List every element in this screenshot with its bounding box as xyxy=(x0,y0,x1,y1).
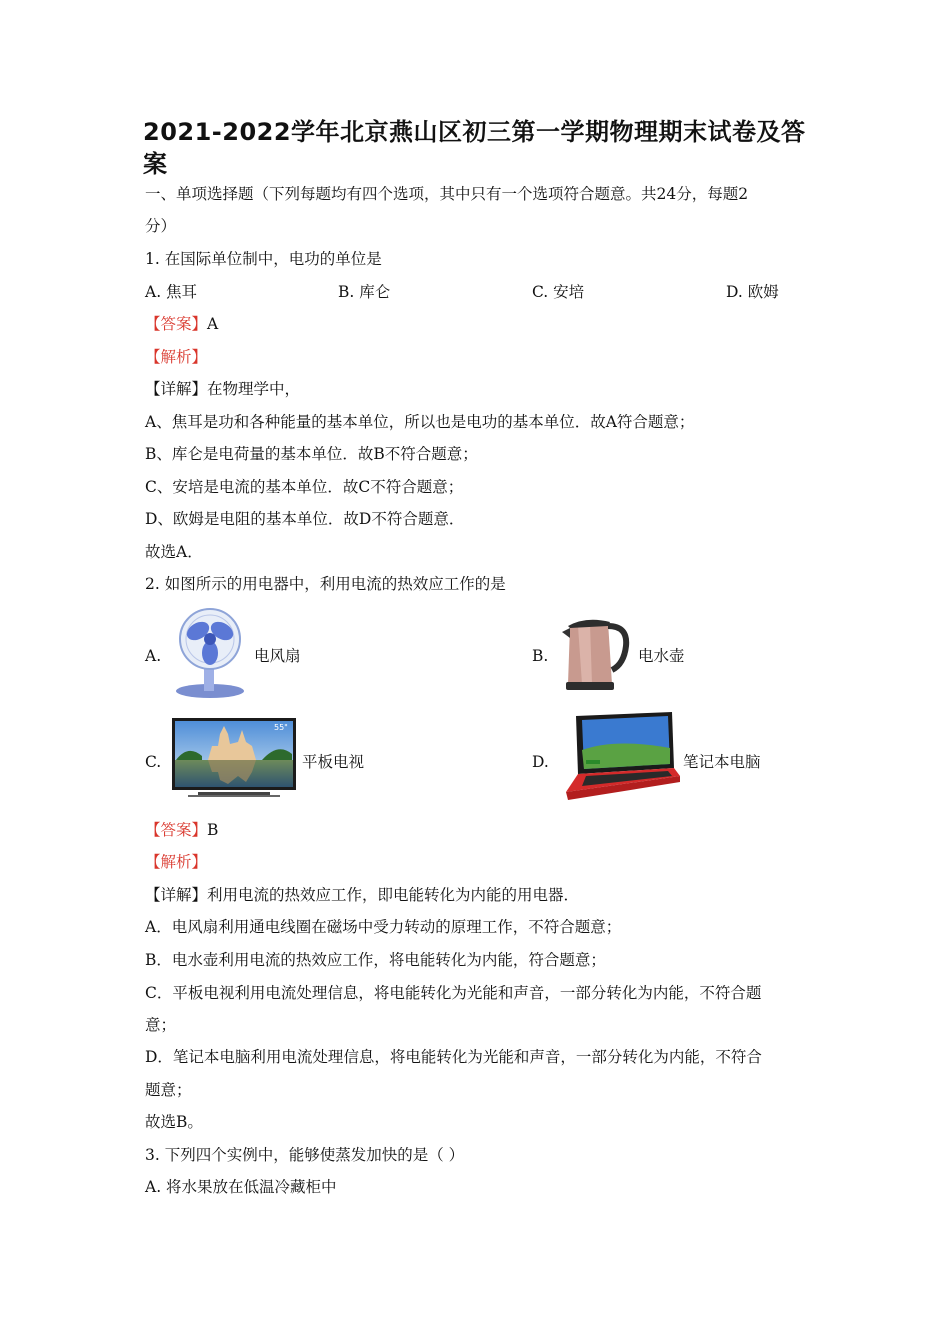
q2-stem: 2. 如图所示的用电器中，利用电流的热效应工作的是 xyxy=(145,575,506,593)
q1-analysis-tag: 【解析】 xyxy=(145,348,208,366)
q1-detail xyxy=(145,378,300,400)
section-heading-line-1: 一、单项选择题（下列每题均有四个选项，其中只有一个选项符合题意。共24分，每题2 xyxy=(145,185,749,203)
answer-value: A xyxy=(207,315,219,333)
tv-size-badge: 55" xyxy=(274,723,288,732)
q1-answer xyxy=(145,313,218,335)
q2-detail-line: A．电风扇利用通电线圈在磁场中受力转动的原理工作，不符合题意； xyxy=(145,918,622,936)
q2-analysis-tag: 【解析】 xyxy=(145,853,208,871)
q1-detail-line: C、安培是电流的基本单位．故C不符合题意； xyxy=(145,478,464,496)
q2-option-a-label: 电风扇 xyxy=(254,647,301,665)
q1-option-a: A. 焦耳 xyxy=(145,283,198,301)
q2-detail-line: 意； xyxy=(145,1016,177,1034)
q2-detail-line: C．平板电视利用电流处理信息，将电能转化为光能和声音，一部分转化为内能，不符合题 xyxy=(145,984,762,1002)
q3-option-a: A. 将水果放在低温冷藏柜中 xyxy=(145,1178,337,1196)
q2-option-d-label: 笔记本电脑 xyxy=(683,753,761,771)
q1-detail-line: A、焦耳是功和各种能量的基本单位，所以也是电功的基本单位．故A符合题意； xyxy=(145,413,695,431)
laptop-icon xyxy=(556,708,682,806)
q2-detail-line: D．笔记本电脑利用电流处理信息，将电能转化为光能和声音，一部分转化为内能，不符合 xyxy=(145,1048,762,1066)
q2-option-c-letter: C. xyxy=(145,753,162,771)
detail-tag: 【详解】 xyxy=(145,886,208,904)
detail-text: 在物理学中， xyxy=(207,380,301,398)
detail-text: 利用电流的热效应工作，即电能转化为内能的用电器． xyxy=(207,886,580,904)
q2-detail-line: 题意； xyxy=(145,1081,192,1099)
q1-stem: 1. 在国际单位制中，电功的单位是 xyxy=(145,250,382,268)
q2-option-a-letter: A. xyxy=(145,647,162,665)
answer-tag: 【答案】 xyxy=(145,315,208,333)
page-title: 2021-2022学年北京燕山区初三第一学期物理期末试卷及答案 xyxy=(143,118,806,178)
q3-stem: 3. 下列四个实例中，能够使蒸发加快的是（ ） xyxy=(145,1146,465,1164)
q2-option-c-label: 平板电视 xyxy=(302,753,365,771)
section-heading-line-2: 分） xyxy=(145,217,177,235)
q1-option-b: B. 库仑 xyxy=(338,283,391,301)
q1-option-c: C. 安培 xyxy=(532,283,585,301)
detail-tag: 【详解】 xyxy=(145,380,208,398)
answer-tag: 【答案】 xyxy=(145,821,208,839)
q2-option-d-letter: D. xyxy=(532,753,549,771)
q2-detail xyxy=(145,884,579,906)
q1-detail-line: B、库仑是电荷量的基本单位．故B不符合题意； xyxy=(145,445,478,463)
electric-kettle-icon xyxy=(556,612,636,694)
q2-option-b-label: 电水壶 xyxy=(638,647,685,665)
q2-conclusion: 故选B。 xyxy=(145,1113,203,1131)
q2-answer xyxy=(145,819,218,841)
q2-option-b-letter: B. xyxy=(532,647,549,665)
flat-tv-icon xyxy=(168,716,300,802)
electric-fan-icon xyxy=(168,603,252,701)
answer-value: B xyxy=(207,821,219,839)
q2-detail-line: B．电水壶利用电流的热效应工作，将电能转化为内能，符合题意； xyxy=(145,951,606,969)
q1-detail-line: D、欧姆是电阻的基本单位．故D不符合题意． xyxy=(145,510,465,528)
q1-conclusion: 故选A． xyxy=(145,543,203,561)
q1-option-d: D. 欧姆 xyxy=(726,283,779,301)
